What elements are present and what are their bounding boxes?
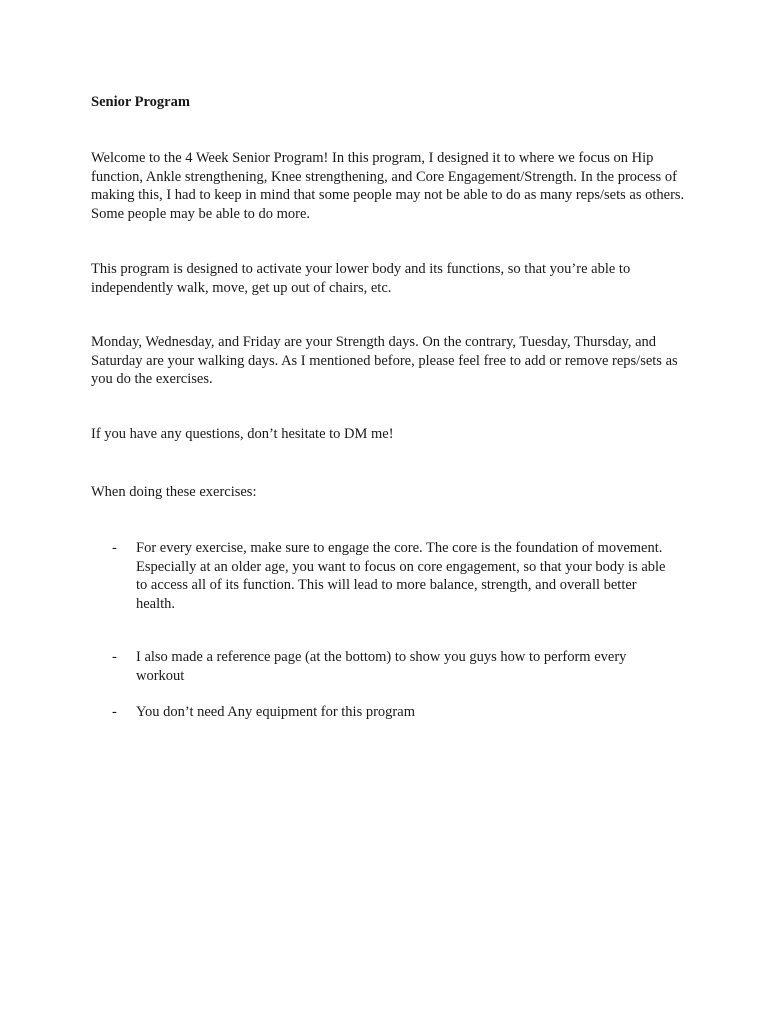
list-item-reference xyxy=(112,648,672,688)
document-title: Senior Program xyxy=(91,94,190,110)
intro-paragraph: Welcome to the 4 Week Senior Program! In this program, I designed it to where we focus on Hip function, Ankle strengthening, Knee strengthening, and Core Engagement/Strength. In the process of making this, I had to keep in mind that some people may not be able to do as many reps/sets as others. Some people may be able to do more. xyxy=(91,150,685,222)
questions-paragraph: If you have any questions, don’t hesitate to DM me! xyxy=(91,426,394,442)
list-item-text: For every exercise, make sure to engage the core. The core is the foundation of movement. Especially at an older age, you want to focus on core engagement, so that your body is able to access all of its function. This will lead to more balance, strength, and overall better health. xyxy=(136,540,666,612)
list-item-text: You don’t need Any equipment for this program xyxy=(136,704,415,720)
bullet-marker: - xyxy=(112,540,117,556)
purpose-paragraph: This program is designed to activate your lower body and its functions, so that you’re able to independently walk, move, get up out of chairs, etc. xyxy=(91,261,631,296)
bullet-marker: - xyxy=(112,704,117,720)
list-item-equipment xyxy=(112,703,672,723)
list-item-text: I also made a reference page (at the bottom) to show you guys how to perform every workout xyxy=(136,649,627,684)
exercise-intro-paragraph: When doing these exercises: xyxy=(91,484,257,500)
bullet-marker: - xyxy=(112,649,117,665)
schedule-paragraph: Monday, Wednesday, and Friday are your Strength days. On the contrary, Tuesday, Thursday, and Saturday are your walking days. As I mentioned before, please feel free to add or remove reps/sets as you do the exercises. xyxy=(91,334,678,387)
list-item-core xyxy=(112,539,672,619)
